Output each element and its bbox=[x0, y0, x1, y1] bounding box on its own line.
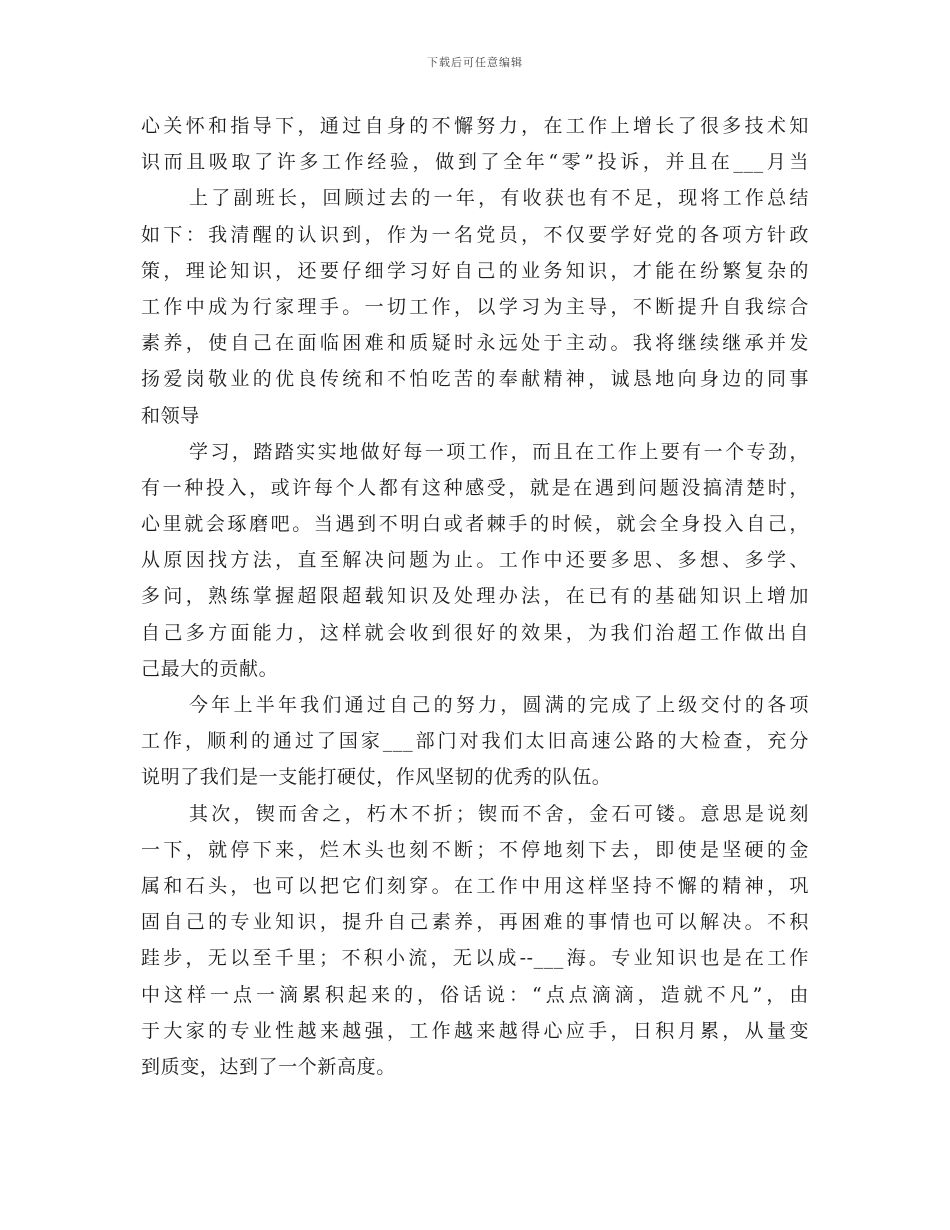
text-line: 有一种投入，或许每个人都有这种感受，就是在遇到问题没搞清楚时， bbox=[141, 476, 809, 499]
text-line: 如下：我清醒的认识到，作为一名党员，不仅要学好党的各项方针政 bbox=[141, 223, 809, 246]
text-line: 素养，使自己在面临困难和质疑时永远处于主动。我将继续继承并发 bbox=[141, 332, 809, 355]
text-line: 策，理论知识，还要仔细学习好自己的业务知识，才能在纷繁复杂的 bbox=[141, 259, 809, 282]
text-line: 工作中成为行家理手。一切工作，以学习为主导，不断提升自我综合 bbox=[141, 295, 809, 318]
text-line: 固自己的专业知识，提升自己素养，再困难的事情也可以解决。不积 bbox=[141, 911, 809, 934]
text-line: 从原因找方法，直至解决问题为止。工作中还要多思、多想、多学、 bbox=[141, 549, 809, 572]
text-line: 到质变，达到了一个新高度。 bbox=[141, 1055, 396, 1078]
text-line: 于大家的专业性越来越强，工作越来越得心应手，日积月累，从量变 bbox=[141, 1019, 809, 1042]
text-line: 识而且吸取了许多工作经验，做到了全年“零”投诉，并且在___月当 bbox=[141, 151, 809, 174]
text-line: 心关怀和指导下，通过自身的不懈努力，在工作上增长了很多技术知 bbox=[141, 115, 809, 137]
text-line: 学习，踏踏实实地做好每一项工作，而且在工作上要有一个专劲， bbox=[189, 440, 809, 463]
text-line: 一下，就停下来，烂木头也刻不断；不停地刻下去，即使是坚硬的金 bbox=[141, 838, 809, 861]
page-header: 下载后可任意编辑 bbox=[427, 56, 523, 69]
text-line: 和领导 bbox=[141, 404, 200, 427]
text-line: 今年上半年我们通过自己的努力，圆满的完成了上级交付的各项 bbox=[189, 694, 809, 716]
text-line: 上了副班长，回顾过去的一年，有收获也有不足，现将工作总结 bbox=[189, 187, 809, 210]
text-line: 多问，熟练掌握超限超载知识及处理办法，在已有的基础知识上增加 bbox=[141, 585, 809, 608]
text-line: 跬步，无以至千里；不积小流，无以成--___海。专业知识也是在工作 bbox=[141, 947, 809, 970]
text-line: 扬爱岗敬业的优良传统和不怕吃苦的奉献精神，诚恳地向身边的同事 bbox=[141, 368, 809, 391]
text-line: 己最大的贡献。 bbox=[141, 657, 279, 680]
text-line: 工作，顺利的通过了国家___部门对我们太旧高速公路的大检查，充分 bbox=[141, 730, 809, 753]
text-line: 心里就会琢磨吧。当遇到不明白或者棘手的时候，就会全身投入自己， bbox=[141, 513, 809, 536]
text-line: 中这样一点一滴累积起来的，俗话说：“点点滴滴，造就不凡”，由 bbox=[141, 983, 809, 1006]
text-line: 说明了我们是一支能打硬仗，作风坚韧的优秀的队伍。 bbox=[141, 766, 612, 789]
text-line: 自己多方面能力，这样就会收到很好的效果，为我们治超工作做出自 bbox=[141, 621, 809, 644]
document-body bbox=[141, 108, 809, 1085]
text-line: 其次，锲而舍之，朽木不折；锲而不舍，金石可镂。意思是说刻 bbox=[189, 802, 809, 825]
text-line: 属和石头，也可以把它们刻穿。在工作中用这样坚持不懈的精神，巩 bbox=[141, 874, 809, 897]
